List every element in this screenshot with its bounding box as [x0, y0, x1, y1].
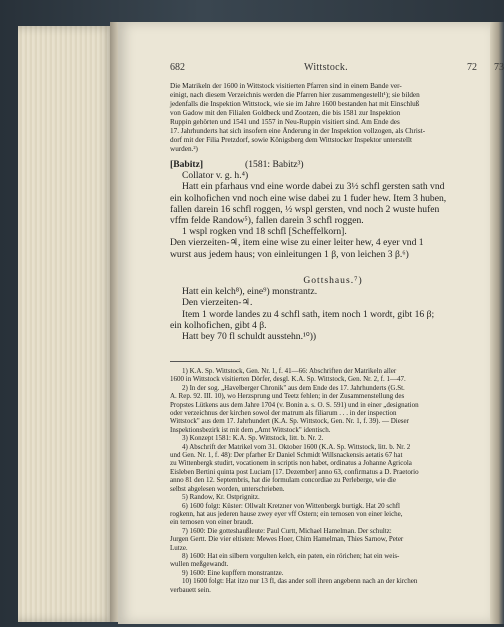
footnote-line: zu Wittenbergk studirt, vocationem in scriptis non habet, ordinatus a Johanne Agricola [170, 459, 412, 468]
page-number-left: 682 [170, 62, 185, 73]
footnote-line: Lutze. [170, 543, 188, 552]
footnote-line: 8) 1600: Hat ein silbern vorgulten kelch, ein paten, ein rörichen; hat ein weis- [182, 551, 400, 560]
running-title: Wittstock. [304, 62, 348, 73]
babitz-line: Collator v. g. h.⁴) [182, 170, 249, 182]
footnote-line: 1) K.A. Sp. Wittstock, Gen. Nr. 1, f. 41—66: Abschriften der Matrikeln aller [182, 367, 397, 375]
intro-line: wurden.²) [170, 145, 198, 153]
babitz-label: [Babitz] [170, 159, 204, 170]
footnote-line: wullen meßgewandt. [170, 560, 229, 569]
footnote-line: Inspektionsbezirk ist mit dem „Amt Wittstock" identisch. [170, 425, 331, 434]
gotteshaus-line: ein kolhofichen, gibt 4 β. [170, 319, 267, 331]
footnote-line: 5) Randow, Kr. Ostprignitz. [182, 493, 260, 502]
footnote-line: 9) 1600: Eine kupffern monstrantze. [182, 568, 284, 577]
intro-paragraph [170, 82, 496, 154]
footnote-line: Eisleben Bertini quinta post Luciam [17. Dezember] anno 63, confirmatus a D. Praetorio [170, 467, 419, 476]
gotteshaus-line: Item 1 worde landes zu 4 schfl sath, item noch 1 wordt, gibt 16 β; [182, 308, 435, 320]
footnote-line: 10) 1600 folgt: Hat itzo nur 13 fl, das ander soll ihren angebenn nach an der kirchen [182, 577, 418, 586]
footnote-line: 6) 1600 folgt: Küster: Ollwalt Kretzner von Wittenbergk burtigk. Hat 20 schfl [182, 501, 400, 510]
babitz-line: wurst aus jedem haus; von einleitungen 1 β, von leichen 3 β.⁶) [170, 248, 409, 260]
gotteshaus-line: Den vierzeiten-♃. [182, 297, 253, 309]
footnote-line: 7) 1600: Die gotteshaußleute: Paul Curtt, Michael Hamelman. Der schultz: [182, 526, 392, 535]
gotteshaus-line: Hatt ein kelch⁸), eine⁹) monstrantz. [182, 286, 318, 298]
footnote-line: 2) In der sog. „Havelberger Chronik" aus dem Ende des 17. Jahrhunderts (G.St. [182, 383, 405, 392]
babitz-line: Hatt ein pfarhaus vnd eine worde dabei zu 3½ schfl gersten sath vnd [182, 181, 445, 193]
footnote-line: Wittstock" aus dem 17. Jahrhundert (K.A. Sp. Wittstock, Gen. Nr. 1, f. 39). — Dieser [170, 417, 409, 426]
footnote-rule [170, 361, 240, 362]
babitz-line: ein kolhofichen vnd noch eine wise dabei zu 1 fuder hew. Item 3 huben, [170, 192, 447, 204]
intro-line: von Gadow mit den Filialen Goldbeck und Zootzen, die bis 1581 zur Inspektion [170, 109, 401, 117]
footnote-line: Jurgen Gertt. Die vier eltisten: Mewes Hoer, Chim Hamelman, Thies Sarnow, Peter [170, 535, 404, 544]
footnote-line: rogkenn, hat aus jederen hause zwey eyer vff Ostern; ein ternosen von einer leiche, [170, 509, 403, 518]
babitz-heading-row [170, 159, 496, 170]
babitz-heading: (1581: Babitz³) [245, 159, 304, 170]
gotteshaus-section [170, 275, 496, 342]
footnote-line: A. Rep. 92. III. 10), wo Herzsprung und Teetz fehlen; in der Zusammenstellung des [170, 392, 405, 401]
babitz-line: fallen darein 16 schfl roggen, ½ wspl gersten, vnd noch 2 wuste hufen [170, 203, 440, 215]
footnote-line: 4) Abschrift der Matrikel vom 31. Oktober 1600 (K.A. Sp. Wittstock, litt. b. Nr. 2 [182, 442, 411, 451]
footnote-line: verbauett sein. [170, 585, 211, 594]
book-page-edges [18, 26, 114, 622]
footnote-line: 1600 in Wittstock visitierten Dörfer, desgl. K.A. Sp. Wittstock, Gen. Nr. 2, f. 1—47. [170, 375, 406, 384]
intro-line: dorf mit der Filia Pretzdorf, sowie Königsberg dem Wittstocker Inspektor unterstellt [170, 136, 412, 144]
footnote-line: und Gen. Nr. 1, f. 48): Der pfarher Er Daniel Schmidt Willsnackensis aetatis 67 hat [170, 451, 403, 460]
footnote-line: oder verzeichnus der kirchen sowol der matrum als filiarum . . . in der inspection [170, 409, 397, 418]
gotteshaus-line: Hatt bey 70 fl schuldt ausstehn.¹⁰)) [182, 331, 317, 343]
babitz-section [170, 159, 496, 260]
babitz-line: 1 wspl rogken vnd 18 schfl [Scheffelkorn]. [182, 226, 347, 238]
footnotes [170, 367, 496, 594]
footnote-line: 3) Konzept 1581: K.A. Sp. Wittstock, litt. b. Nr. 2. [182, 434, 324, 443]
intro-line: jedenfalls die Inspektion Wittstock, wie sie im Jahre 1600 bestanden hat mit Einschluß [170, 100, 420, 108]
intro-line: Ruppin gehörten und 1541 und 1557 in Neu-Ruppin visitiert sind. Am Ende des [170, 118, 400, 126]
book-page [118, 22, 490, 624]
next-page-number: 73 [494, 62, 504, 73]
babitz-line: vffm felde Randow⁵), fallen darein 3 schfl roggen. [170, 215, 364, 227]
intro-line: 17. Jahrhunderts hat sich insofern eine Änderung in der Inspektion vollzogen, als Christ- [170, 127, 426, 135]
footnote-line: ein ternosen von einer braudt. [170, 518, 254, 527]
footnote-line: selbst abgelesen worden, unterschrieben. [170, 484, 285, 493]
intro-line: Die Matrikeln der 1600 in Wittstock visitierten Pfarren sind in einem Bande ver- [170, 82, 402, 90]
next-page-edge [490, 22, 504, 624]
footnote-line: anno 81 den 12. Septembris, hat die formulam concordiae zu Perleberge, wie die [170, 476, 396, 485]
babitz-line: Den vierzeiten-♃, item eine wise zu einer leiter hew, 4 eyer vnd 1 [170, 237, 424, 249]
gotteshaus-heading: Gottshaus.⁷) [303, 275, 363, 286]
page-number-right: 72 [467, 62, 477, 73]
footnote-line: Propstes Lütkens aus dem Jahre 1704 (v. Bonin a. s. O. S. 591) und in einer „designation [170, 400, 419, 409]
intro-line: einigt, nach diesem Verzeichnis werden die Pfarren hier zusammengestellt¹); sie bilden [170, 91, 420, 99]
